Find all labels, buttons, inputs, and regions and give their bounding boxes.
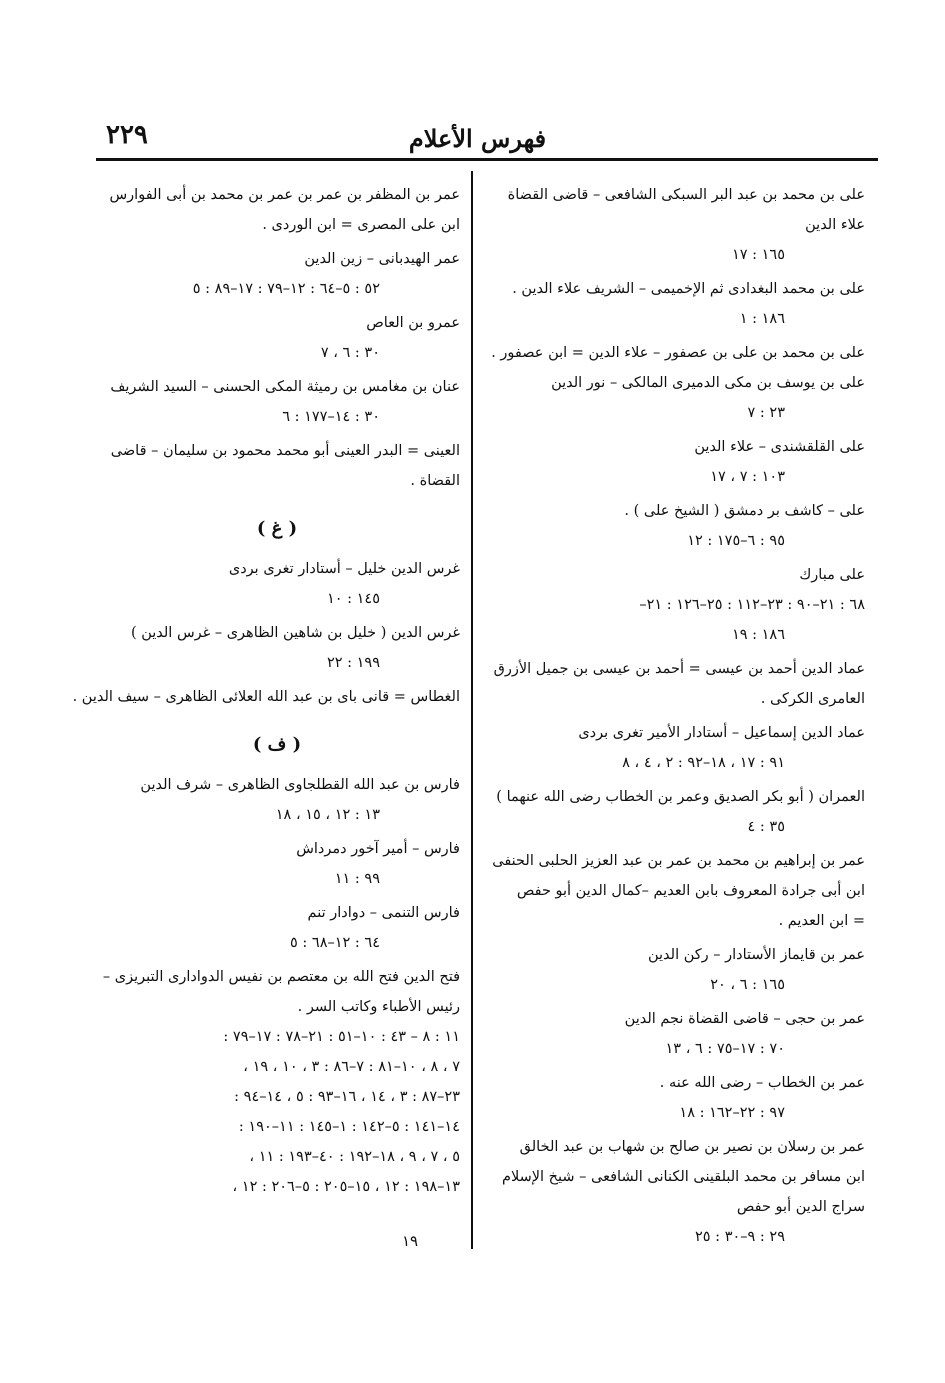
entry-continuation: ابن على المصرى = ابن الوردى . [262,217,460,233]
entry-page-refs: ٩٧ : ٢٢–١٦٢ : ١٨ [679,1105,785,1121]
index-entry [495,1132,865,1252]
entry-name: على مبارك [799,567,865,583]
section-heading: ( ف ) [252,734,302,755]
entry-continuation: سراج الدين أبو حفص [736,1199,865,1215]
index-entry [491,338,865,428]
entry-page-refs: ٥ ، ٧ ، ٩ ، ١٨–١٩٢ : ٤٠–١٩٣ : ١١ ، [249,1149,460,1165]
entry-name: الغطاس = قانى باى بن عبد الله العلائى الظاهرى – سيف الدين . [72,689,460,705]
index-entry [94,898,460,958]
entry-continuation: = ابن العديم . [778,913,865,929]
left-column [72,180,460,1206]
section-heading: ( غ ) [256,518,298,539]
entry-page-refs: ١٣–١٩٨ : ١٢ ، ١٥–٢٠٥ : ٥–٢٠٦ : ١٢ ، [232,1179,460,1195]
index-entry [72,682,460,712]
entry-name: عمر بن الخطاب – رضى الله عنه . [659,1075,865,1091]
index-entry [94,244,460,304]
entry-page-refs: ١٦٥ : ١٧ [731,247,785,263]
entry-page-refs: ٦٤ : ١٢–٦٨ : ٥ [290,935,380,951]
entry-page-refs: ١٤٥ : ١٠ [326,591,380,607]
index-entry [495,432,865,492]
entry-name: عماد الدين إسماعيل – أستادار الأمير تغرى بردى [578,725,865,741]
entry-continuation: العامرى الكركى . [760,691,865,707]
index-entry [94,436,460,496]
page-title: فهرس الأعلام [408,124,547,153]
entry-page-refs: ١٣ : ١٢ ، ١٥ ، ١٨ [275,807,380,823]
entry-name: عنان بن مغامس بن رميثة المكى الحسنى – السيد الشريف [110,379,460,395]
entry-page-refs: ١٠٣ : ٧ ، ١٧ [710,469,785,485]
entry-name: عمر الهيدبانى – زين الدين [304,251,460,267]
entry-name: غرس الدين خليل – أستادار تغرى بردى [228,561,460,577]
index-entry [495,718,865,778]
entry-page-refs: ٣٥ : ٤ [747,819,785,835]
entry-name: العينى = البدر العينى أبو محمد محمود بن سليمان – قاضى [110,443,460,459]
entry-page-refs: ٧ ، ٨ ، ١٠–٨١ : ٧–٨٦ : ٣ ، ١٠ ، ١٩ ، [243,1059,460,1075]
entry-page-refs: ٧٠ : ١٧–٧٥ : ٦ ، ١٣ [665,1041,785,1057]
index-entry [495,654,865,714]
entry-page-refs: ٣٠ : ٦ ، ٧ [320,345,380,361]
index-entry [495,560,865,650]
entry-page-refs: ٩١ : ١٧ ، ١٨–٩٢ : ٢ ، ٤ ، ٨ [622,755,785,771]
index-entry [94,308,460,368]
entry-name: عمرو بن العاص [366,315,460,331]
entry-continuation: علاء الدين [805,217,865,233]
entry-page-refs: ٣٠ : ١٤–١٧٧ : ٦ [282,409,380,425]
entry-name: على القلقشندى – علاء الدين [694,439,865,455]
entry-name: عمر بن قايماز الأستادار – ركن الدين [647,947,865,963]
index-entry [495,782,865,842]
entry-name: فتح الدين فتح الله بن معتصم بن نفيس الدوادارى التبريزى – [102,969,460,985]
index-entry [495,940,865,1000]
column-divider [471,171,473,1249]
entry-page-refs: ٩٥ : ٦–١٧٥ : ١٢ [687,533,785,549]
entry-name: فارس التنمى – دوادار تنم [307,905,460,921]
index-entry [94,618,460,678]
entry-continuation: ابن أبى جرادة المعروف بابن العديم –كمال الدين أبو حفص [516,883,865,899]
entry-name: فارس بن عبد الله القطلجاوى الظاهرى – شرف الدين [140,777,460,793]
index-entry [495,1004,865,1064]
entry-continuation: رئيس الأطباء وكاتب السر . [297,999,460,1015]
entry-page-refs: ١٩٩ : ٢٢ [326,655,380,671]
entry-page-refs: ٢٩ : ٩–٣٠ : ٢٥ [695,1229,785,1245]
index-entry [94,554,460,614]
entry-name: عمر بن حجى – قاضى القضاة نجم الدين [624,1011,865,1027]
signature-mark: ١٩ [402,1232,419,1250]
entry-name: على بن محمد البغدادى ثم الإخميمى – الشريف علاء الدين . [512,281,865,297]
entry-page-refs: ١١ : ٨ – ٤٣ : ١٠–٥١ : ٢١–٧٨ : ١٧–٧٩ : [223,1029,460,1045]
entry-page-refs: ٩٩ : ١١ [334,871,380,887]
entry-name: على بن محمد بن على بن عصفور – علاء الدين = ابن عصفور . [491,345,865,361]
entry-name: العمران ( أبو بكر الصديق وعمر بن الخطاب رضى الله عنهما ) [496,789,865,805]
entry-page-refs: ٦٨ : ٢١–٩٠ : ٢٣–١١٢ : ٢٥–١٢٦ : ٢١– [639,597,865,613]
entry-page-refs: ٥٢ : ٥–٦٤ : ١٢–٧٩ : ١٧–٨٩ : ٥ [192,281,380,297]
header-rule [96,158,878,161]
index-entry [495,496,865,556]
index-entry [94,372,460,432]
entry-page-refs: ٢٣–٨٧ : ٣ ، ١٤ ، ١٦–٩٣ : ٥ ، ١٤–٩٤ : [234,1089,460,1105]
index-entry [495,180,865,270]
entry-page-refs: ١٦٥ : ٦ ، ٢٠ [710,977,785,993]
page-number: ٢٢٩ [106,120,148,150]
entry-name: فارس – أمير آخور دمرداش [296,841,460,857]
entry-name: غرس الدين ( خليل بن شاهين الظاهرى – غرس الدين ) [130,625,460,641]
right-column [491,180,865,1256]
entry-name: عمر بن رسلان بن نصير بن صالح بن شهاب بن عبد الخالق [519,1139,865,1155]
entry-name: على – كاشف بر دمشق ( الشيخ على ) . [624,503,865,519]
index-entry [495,274,865,334]
index-entry [94,770,460,830]
index-entry [492,846,865,936]
index-entry [94,834,460,894]
entry-name: عمر بن إبراهيم بن محمد بن عمر بن عبد العزيز الحلبى الحنفى [492,853,865,869]
page-header [96,118,859,158]
entry-name: على بن محمد بن عبد البر السبكى الشافعى – قاضى القضاة [507,187,865,203]
entry-name: عماد الدين أحمد بن عيسى = أحمد بن عيسى بن جميل الأزرق [493,661,865,677]
entry-page-refs: ١٤–١٤١ : ٥–١٤٢ : ١–١٤٥ : ١١–١٩٠ : [238,1119,460,1135]
index-entry [94,962,460,1202]
entry-name: عمر بن المظفر بن عمر بن عمر بن محمد بن أبى الفوارس [109,187,460,203]
entry-continuation: على بن يوسف بن مكى الدميرى المالكى – نور الدين [551,375,865,391]
entry-continuation: القضاة . [410,473,460,489]
entry-page-refs: ١٨٦ : ١٩ [731,627,785,643]
entry-continuation: ابن مسافر بن محمد البلقينى الكنانى الشافعى – شيخ الإسلام [501,1169,865,1185]
entry-page-refs: ٢٣ : ٧ [747,405,785,421]
index-entry [94,180,460,240]
entry-page-refs: ١٨٦ : ١ [739,311,785,327]
index-entry [495,1068,865,1128]
